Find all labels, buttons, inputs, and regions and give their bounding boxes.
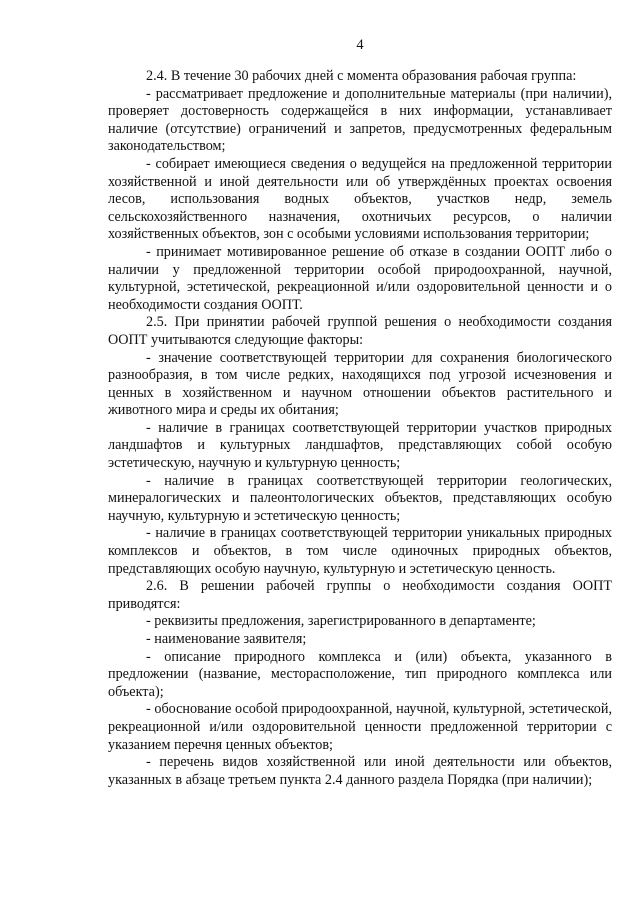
paragraph-2-6-item-2: - наименование заявителя; — [146, 631, 307, 647]
paragraph-2-5-item-4: - наличие в границах соответствующей территории уникальных природных комплексов и объектов, в том числе одиночных природных объектов, представляющих особую научную, культурную и эстетическую ценность. — [108, 525, 612, 577]
paragraph-2-6-item-5: - перечень видов хозяйственной или иной деятельности или объектов, указанных в абзаце третьем пункта 2.4 данного раздела Порядка (при наличии); — [108, 754, 612, 788]
paragraph-2-5-item-1: - значение соответствующей территории для сохранения биологического разнообразия, в том числе редких, находящихся под угрозой исчезновения и ценных в хозяйственном и научном отношении объектов растительного и животного мира и среды их обитания; — [108, 349, 612, 419]
paragraph-2-4-item-2: - собирает имеющиеся сведения о ведущейся на предложенной территории хозяйственной и иной деятельности или об утверждённых проектах освоения лесов, использования водных объектов, участков недр, земель сельскохозяйственного назначения, охотничьих ресурсов, о наличии хозяйственных объектов, зон с особыми условиями использования территории; — [108, 155, 612, 243]
paragraph-2-5-heading: 2.5. При принятии рабочей группой решения о необходимости создания ООПТ учитываются следующие факторы: — [108, 314, 612, 348]
page-number: 4 — [356, 37, 364, 53]
paragraph-2-5-item-3: - наличие в границах соответствующей территории геологических, минералогических и палеонтологических объектов, представляющих особую научную, культурную и эстетическую ценность; — [108, 472, 612, 524]
paragraph-2-5-item-2: - наличие в границах соответствующей территории участков природных ландшафтов и культурных ландшафтов, представляющих собой особую эстетическую, научную и культурную ценность; — [108, 419, 612, 472]
paragraph-2-6-item-3: - описание природного комплекса и (или) объекта, указанного в предложении (название, месторасположение, тип природного комплекса или объекта); — [108, 648, 612, 700]
paragraph-2-6-heading: 2.6. В решении рабочей группы о необходимости создания ООПТ приводятся: — [108, 578, 612, 612]
paragraph-2-4-item-3: - принимает мотивированное решение об отказе в создании ООПТ либо о наличии у предложенной территории особой природоохранной, научной, культурной, эстетической, рекреационной и/или оздоровительной ценности и о необходимости создания ООПТ. — [108, 243, 612, 313]
paragraph-2-6-item-4: - обоснование особой природоохранной, научной, культурной, эстетической, рекреационной и/или оздоровительной ценности предложенной территории с указанием перечня ценных объектов; — [108, 701, 612, 753]
document-body — [108, 68, 612, 789]
paragraph-2-6-item-1: - реквизиты предложения, зарегистрированного в департаменте; — [146, 613, 536, 630]
paragraph-2-4-heading: 2.4. В течение 30 рабочих дней с момента образования рабочая группа: — [146, 68, 577, 84]
paragraph-2-4-item-1: - рассматривает предложение и дополнительные материалы (при наличии), проверяет достоверность содержащейся в них информации, устанавливает наличие (отсутствие) ограничений и запретов, предусмотренных федеральным законодательством; — [108, 85, 612, 155]
